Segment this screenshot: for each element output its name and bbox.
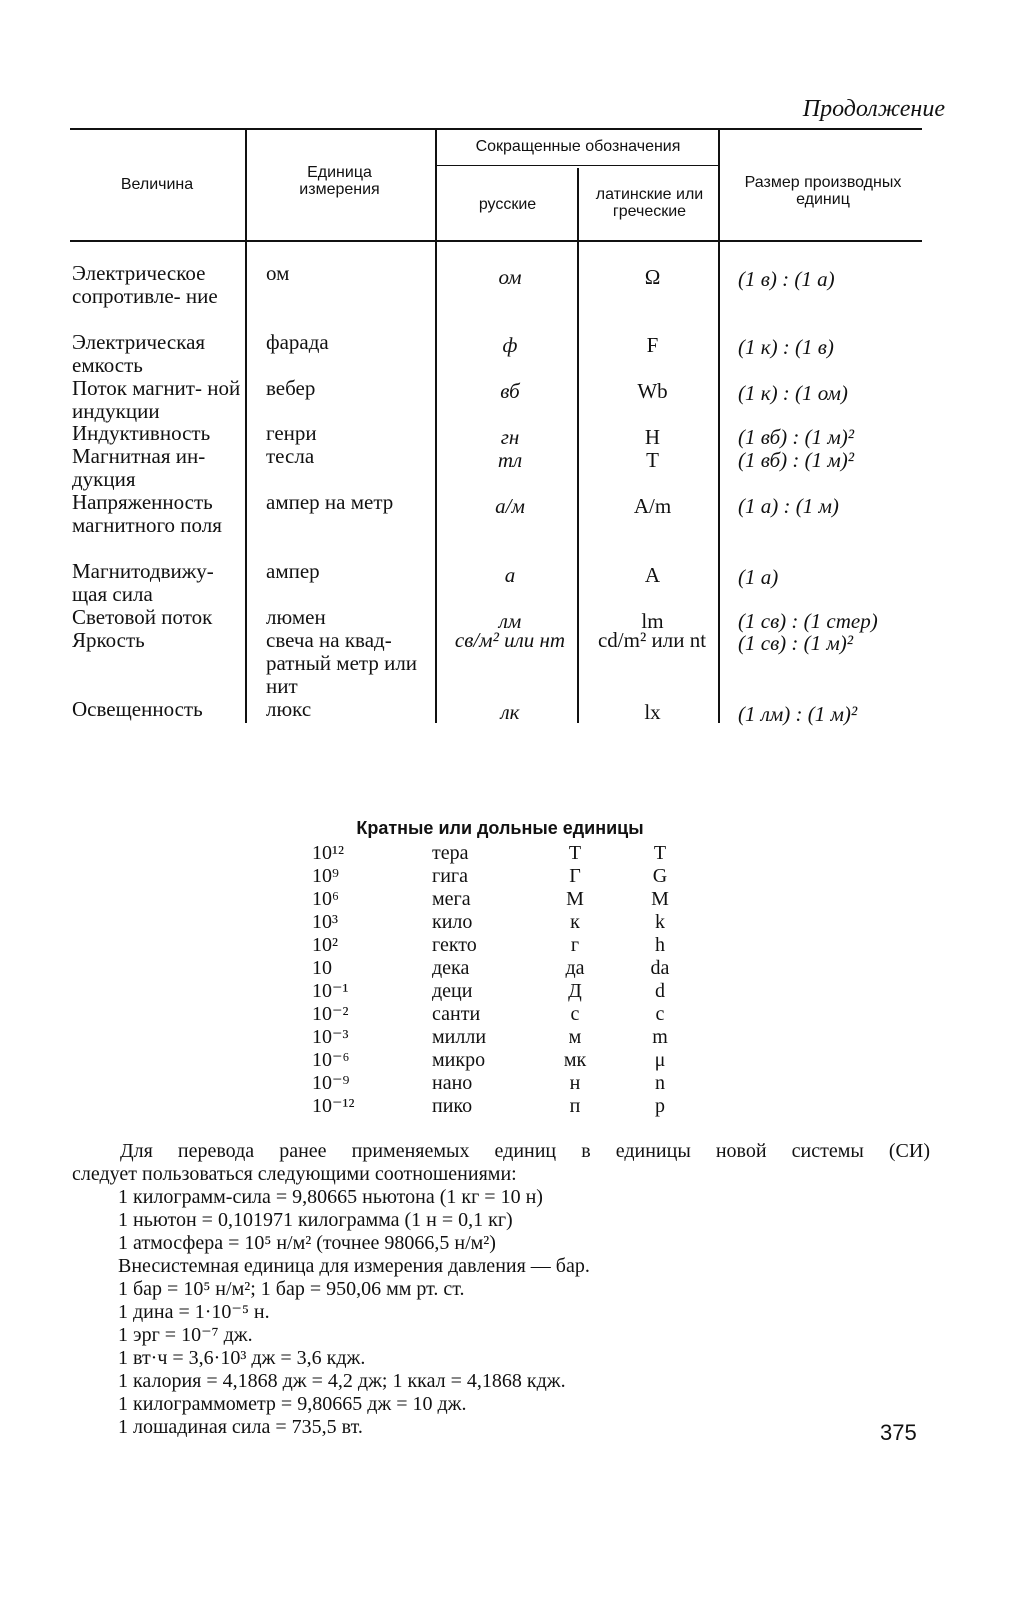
- row-latin: lx: [644, 700, 661, 724]
- row-latin: H: [644, 425, 661, 449]
- row-russian: тл: [497, 448, 523, 472]
- table-header-bottom-rule: [70, 240, 922, 242]
- multiple-ru: Г: [569, 865, 581, 887]
- row-russian: ф: [502, 333, 518, 357]
- row-russian: а: [504, 563, 516, 587]
- multiple-name: санти: [432, 1003, 481, 1025]
- row-derived: (1 лм) : (1 м)²: [738, 702, 858, 726]
- row-derived: (1 св) : (1 стер): [738, 609, 878, 633]
- row-derived: (1 вб) : (1 м)²: [738, 448, 855, 472]
- multiple-lat: k: [655, 911, 665, 933]
- row-latin: F: [646, 333, 659, 357]
- multiple-ru: да: [565, 957, 585, 979]
- multiples-title: Кратные или дольные единицы: [356, 818, 644, 838]
- conversion-line: 1 дина = 1·10⁻⁵ н.: [118, 1301, 270, 1323]
- row-quantity: Магнитодвижу- щая сила: [72, 559, 214, 606]
- multiple-lat: h: [655, 934, 665, 956]
- row-latin: lm: [641, 609, 664, 633]
- row-unit: вебер: [266, 376, 316, 400]
- conversion-line: 1 атмосфера = 10⁵ н/м² (точнее 98066,5 н/м²): [118, 1232, 496, 1254]
- conversion-intro: следует пользоваться следующими соотношениями:: [72, 1163, 517, 1185]
- row-quantity: Световой поток: [72, 605, 213, 629]
- multiple-ru: к: [570, 911, 580, 933]
- row-russian: св/м² или нт: [454, 628, 566, 652]
- multiple-lat: G: [652, 865, 668, 887]
- multiple-name: кило: [432, 911, 473, 933]
- table-vrule-1: [245, 128, 247, 723]
- row-latin: cd/m² или nt: [597, 628, 707, 652]
- row-unit: ампер: [266, 559, 320, 583]
- row-unit: фарада: [266, 330, 329, 354]
- multiple-name: милли: [432, 1026, 487, 1048]
- row-latin: Ω: [644, 265, 661, 289]
- row-russian: а/м: [495, 494, 525, 518]
- conversion-intro: Для перевода ранее применяемых единиц в единицы новой системы (СИ): [120, 1140, 930, 1162]
- multiple-name: тера: [432, 842, 469, 864]
- multiple-name: гекто: [432, 934, 477, 956]
- multiple-lat: d: [655, 980, 665, 1002]
- row-russian: лк: [500, 700, 520, 724]
- multiple-power: 10⁻¹²: [312, 1095, 355, 1117]
- row-quantity: Освещенность: [72, 697, 203, 721]
- header-quantity: Величина: [120, 176, 194, 193]
- row-latin: Wb: [637, 379, 668, 403]
- multiple-ru: с: [570, 1003, 580, 1025]
- multiple-name: деци: [432, 980, 473, 1002]
- conversion-line: 1 калория = 4,1868 дж = 4,2 дж; 1 ккал = 4,1868 кдж.: [118, 1370, 566, 1392]
- row-unit: генри: [266, 421, 317, 445]
- row-quantity: Электрическое сопротивле- ние: [72, 261, 218, 308]
- row-quantity: Поток магнит- ной индукции: [72, 376, 241, 423]
- conversion-line: 1 килограммометр = 9,80665 дж = 10 дж.: [118, 1393, 467, 1415]
- header-unit: Единица измерения: [299, 164, 380, 198]
- multiple-power: 10²: [312, 934, 338, 956]
- row-russian: гн: [500, 425, 520, 449]
- row-unit: люкс: [266, 697, 312, 721]
- multiple-power: 10: [312, 957, 332, 979]
- row-unit: свеча на квад- ратный метр или нит: [266, 628, 418, 698]
- conversion-line: 1 бар = 10⁵ н/м²; 1 бар = 950,06 мм рт. ст.: [118, 1278, 465, 1300]
- multiple-power: 10⁻⁶: [312, 1049, 350, 1071]
- multiple-power: 10⁹: [312, 865, 339, 887]
- multiple-ru: г: [570, 934, 580, 956]
- multiple-power: 10⁶: [312, 888, 339, 910]
- conversion-line: 1 эрг = 10⁻⁷ дж.: [118, 1324, 253, 1346]
- multiple-power: 10⁻³: [312, 1026, 349, 1048]
- multiple-ru: мк: [563, 1049, 587, 1071]
- row-derived: (1 в) : (1 а): [738, 267, 835, 291]
- page-number: 375: [880, 1420, 917, 1445]
- row-unit: ом: [266, 261, 290, 285]
- multiple-power: 10¹²: [312, 842, 344, 864]
- row-quantity: Напряженность магнитного поля: [72, 490, 222, 537]
- row-unit: тесла: [266, 444, 315, 468]
- row-latin: A/m: [633, 494, 672, 518]
- multiple-power: 10³: [312, 911, 338, 933]
- multiple-ru: м: [568, 1026, 582, 1048]
- multiple-power: 10⁻²: [312, 1003, 349, 1025]
- row-russian: вб: [500, 379, 520, 403]
- multiple-name: микро: [432, 1049, 486, 1071]
- multiple-lat: m: [652, 1026, 668, 1048]
- row-quantity: Индуктивность: [72, 421, 211, 445]
- conversion-line: 1 лошадиная сила = 735,5 вт.: [118, 1416, 363, 1438]
- row-unit: люмен: [266, 605, 326, 629]
- multiple-power: 10⁻¹: [312, 980, 349, 1002]
- row-derived: (1 а): [738, 565, 779, 589]
- row-latin: T: [646, 448, 659, 472]
- conversion-line: 1 ньютон = 0,101971 килограмма (1 н = 0,1 кг): [118, 1209, 513, 1231]
- row-quantity: Магнитная ин- дукция: [72, 444, 206, 491]
- header-derived: Размер производных единиц: [744, 174, 902, 208]
- row-derived: (1 к) : (1 ом): [738, 381, 848, 405]
- header-latin: латинские или греческие: [595, 186, 704, 220]
- header-abbr-group: Сокращенные обозначения: [475, 138, 681, 155]
- multiple-lat: c: [655, 1003, 665, 1025]
- multiple-ru: М: [566, 888, 584, 910]
- row-derived: (1 а) : (1 м): [738, 494, 839, 518]
- row-derived: (1 вб) : (1 м)²: [738, 425, 855, 449]
- header-russian: русские: [478, 196, 537, 213]
- multiple-name: гига: [432, 865, 468, 887]
- conversion-line: 1 килограмм-сила = 9,80665 ньютона (1 кг = 10 н): [118, 1186, 543, 1208]
- multiple-lat: da: [650, 957, 670, 979]
- abbr-group-rule: [436, 165, 718, 166]
- multiple-ru: Т: [568, 842, 582, 864]
- row-quantity: Электрическая емкость: [72, 330, 206, 377]
- conversion-line: 1 вт·ч = 3,6·10³ дж = 3,6 кдж.: [118, 1347, 366, 1369]
- multiple-lat: T: [653, 842, 667, 864]
- multiple-lat: μ: [654, 1049, 666, 1071]
- multiple-ru: п: [569, 1095, 581, 1117]
- row-russian: лм: [498, 609, 522, 633]
- multiple-lat: n: [655, 1072, 665, 1094]
- row-quantity: Яркость: [72, 628, 145, 652]
- multiple-name: пико: [432, 1095, 473, 1117]
- multiple-name: нано: [432, 1072, 473, 1094]
- continuation-label: Продолжение: [802, 96, 945, 122]
- multiple-lat: p: [655, 1095, 665, 1117]
- multiple-ru: Д: [568, 980, 582, 1002]
- row-latin: A: [644, 563, 661, 587]
- table-top-rule: [70, 128, 922, 130]
- multiple-name: мега: [432, 888, 471, 910]
- row-derived: (1 св) : (1 м)²: [738, 631, 854, 655]
- multiple-name: дека: [432, 957, 470, 979]
- multiple-lat: M: [651, 888, 669, 910]
- conversion-line: Внесистемная единица для измерения давления — бар.: [118, 1255, 590, 1277]
- row-unit: ампер на метр: [266, 490, 394, 514]
- multiple-power: 10⁻⁹: [312, 1072, 350, 1094]
- multiple-ru: н: [569, 1072, 581, 1094]
- row-russian: ом: [498, 265, 522, 289]
- row-derived: (1 к) : (1 в): [738, 335, 834, 359]
